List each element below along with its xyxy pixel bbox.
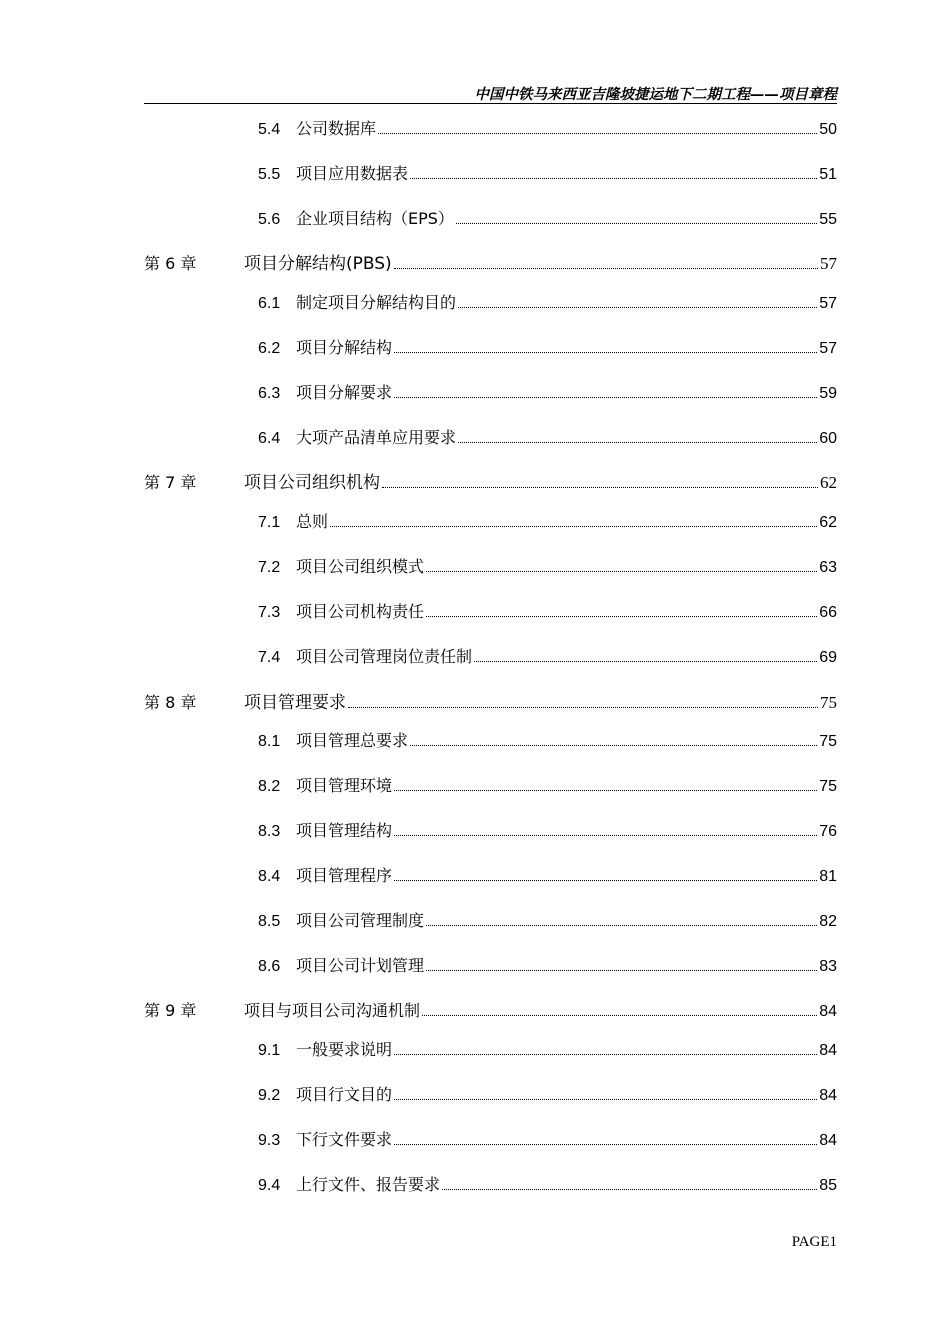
section-title: 项目公司管理制度 bbox=[296, 911, 425, 930]
dot-leader bbox=[426, 571, 817, 572]
section-title: 项目分解要求 bbox=[296, 383, 393, 402]
section-title: 项目管理环境 bbox=[296, 776, 393, 795]
toc-entry-7-1[interactable] bbox=[258, 511, 837, 534]
toc-entry-5-5[interactable] bbox=[258, 163, 837, 186]
section-number: 9.2 bbox=[258, 1087, 281, 1104]
page-number: 83 bbox=[819, 958, 837, 975]
section-title: 项目应用数据表 bbox=[296, 164, 409, 183]
dot-leader bbox=[426, 616, 817, 617]
section-title: 项目公司组织模式 bbox=[296, 557, 425, 576]
page-number: 84 bbox=[819, 1087, 837, 1104]
section-title: 项目公司机构责任 bbox=[296, 602, 425, 621]
chapter-number: 第 8 章 bbox=[144, 693, 197, 712]
section-title: 上行文件、报告要求 bbox=[296, 1175, 441, 1194]
dot-leader bbox=[458, 442, 817, 443]
section-title: 项目管理结构 bbox=[296, 821, 393, 840]
dot-leader bbox=[410, 745, 817, 746]
section-number: 6.4 bbox=[258, 430, 281, 447]
toc-chapter-9[interactable] bbox=[144, 1000, 837, 1023]
dot-leader bbox=[394, 1054, 817, 1055]
section-title: 项目管理程序 bbox=[296, 866, 393, 885]
toc-entry-8-2[interactable] bbox=[258, 775, 837, 798]
page-number: 75 bbox=[820, 693, 837, 712]
chapter-number: 第 6 章 bbox=[144, 254, 197, 273]
toc-chapter-8[interactable] bbox=[144, 692, 837, 714]
section-number: 9.4 bbox=[258, 1177, 281, 1194]
toc-entry-9-1[interactable] bbox=[258, 1039, 837, 1062]
page-footer: PAGE1 bbox=[791, 1234, 837, 1250]
dot-leader bbox=[394, 352, 817, 353]
section-number: 8.5 bbox=[258, 913, 281, 930]
page-number: 60 bbox=[819, 430, 837, 447]
toc-entry-7-3[interactable] bbox=[258, 601, 837, 624]
page-number: 66 bbox=[819, 604, 837, 621]
section-title: 大项产品清单应用要求 bbox=[296, 428, 457, 447]
dot-leader bbox=[394, 268, 818, 269]
dot-leader bbox=[422, 1015, 817, 1016]
section-number: 8.3 bbox=[258, 823, 281, 840]
toc-entry-6-1[interactable] bbox=[258, 292, 837, 315]
page-number: 84 bbox=[819, 1042, 837, 1059]
chapter-title: 项目管理要求 bbox=[244, 693, 346, 713]
page-number: 63 bbox=[819, 559, 837, 576]
toc-chapter-7[interactable] bbox=[144, 472, 837, 494]
section-number: 9.3 bbox=[258, 1132, 281, 1149]
section-number: 6.3 bbox=[258, 385, 281, 402]
dot-leader bbox=[394, 397, 817, 398]
toc-entry-7-2[interactable] bbox=[258, 556, 837, 579]
section-number: 9.1 bbox=[258, 1042, 281, 1059]
section-number: 8.2 bbox=[258, 778, 281, 795]
page-number: 75 bbox=[819, 733, 837, 750]
page-number: 62 bbox=[820, 473, 837, 492]
dot-leader bbox=[394, 835, 817, 836]
section-title: 项目公司管理岗位责任制 bbox=[296, 647, 473, 666]
toc-entry-6-3[interactable] bbox=[258, 382, 837, 405]
toc-entry-8-3[interactable] bbox=[258, 820, 837, 843]
section-number: 5.6 bbox=[258, 211, 281, 228]
dot-leader bbox=[394, 1099, 817, 1100]
toc-entry-9-4[interactable] bbox=[258, 1174, 837, 1197]
page-number: 55 bbox=[819, 211, 837, 228]
toc-entry-8-6[interactable] bbox=[258, 955, 837, 978]
toc-entry-8-4[interactable] bbox=[258, 865, 837, 888]
section-title: 下行文件要求 bbox=[296, 1130, 393, 1149]
chapter-number: 第 9 章 bbox=[144, 1001, 197, 1020]
page-number: 81 bbox=[819, 868, 837, 885]
dot-leader bbox=[426, 925, 817, 926]
dot-leader bbox=[394, 790, 817, 791]
section-title: 项目公司计划管理 bbox=[296, 956, 425, 975]
section-number: 7.2 bbox=[258, 559, 281, 576]
dot-leader bbox=[474, 661, 817, 662]
page-number: 51 bbox=[819, 166, 837, 183]
running-header: 中国中铁马来西亚吉隆坡捷运地下二期工程——项目章程 bbox=[474, 87, 837, 103]
dot-leader bbox=[426, 970, 817, 971]
toc-entry-6-4[interactable] bbox=[258, 427, 837, 450]
page-number: 84 bbox=[819, 1003, 837, 1020]
dot-leader bbox=[458, 307, 817, 308]
chapter-title: 项目公司组织机构 bbox=[244, 473, 380, 493]
page-number: 84 bbox=[819, 1132, 837, 1149]
toc-entry-9-3[interactable] bbox=[258, 1129, 837, 1152]
toc-entry-5-6[interactable] bbox=[258, 208, 837, 231]
section-title: 项目分解结构 bbox=[296, 338, 393, 357]
chapter-number: 第 7 章 bbox=[144, 473, 197, 492]
section-number: 7.4 bbox=[258, 649, 281, 666]
section-title: 项目行文目的 bbox=[296, 1085, 393, 1104]
section-number: 8.4 bbox=[258, 868, 281, 885]
toc-entry-5-4[interactable] bbox=[258, 118, 837, 141]
page-number: 57 bbox=[819, 340, 837, 357]
toc-entry-7-4[interactable] bbox=[258, 646, 837, 669]
chapter-title: 项目与项目公司沟通机制 bbox=[244, 1001, 421, 1020]
dot-leader bbox=[330, 526, 817, 527]
section-number: 6.2 bbox=[258, 340, 281, 357]
dot-leader bbox=[456, 223, 817, 224]
section-number: 7.1 bbox=[258, 514, 281, 531]
dot-leader bbox=[394, 1144, 817, 1145]
section-number: 8.6 bbox=[258, 958, 281, 975]
dot-leader bbox=[410, 178, 817, 179]
section-title: 一般要求说明 bbox=[296, 1040, 393, 1059]
dot-leader bbox=[394, 880, 817, 881]
toc-entry-6-2[interactable] bbox=[258, 337, 837, 360]
page-number: 57 bbox=[819, 295, 837, 312]
section-number: 6.1 bbox=[258, 295, 281, 312]
page-number: 62 bbox=[819, 514, 837, 531]
page-number: 76 bbox=[819, 823, 837, 840]
toc-entry-9-2[interactable] bbox=[258, 1084, 837, 1107]
section-title: 项目管理总要求 bbox=[296, 731, 409, 750]
page-number: 85 bbox=[819, 1177, 837, 1194]
section-number: 7.3 bbox=[258, 604, 281, 621]
dot-leader bbox=[442, 1189, 817, 1190]
toc-chapter-6[interactable] bbox=[144, 253, 837, 275]
dot-leader bbox=[378, 133, 817, 134]
toc-entry-8-5[interactable] bbox=[258, 910, 837, 933]
section-number: 8.1 bbox=[258, 733, 281, 750]
page-number: 69 bbox=[819, 649, 837, 666]
dot-leader bbox=[348, 707, 818, 708]
section-number: 5.4 bbox=[258, 121, 281, 138]
page-number: 50 bbox=[819, 121, 837, 138]
page-number: 75 bbox=[819, 778, 837, 795]
section-number: 5.5 bbox=[258, 166, 281, 183]
page-number: 82 bbox=[819, 913, 837, 930]
page-number: 59 bbox=[819, 385, 837, 402]
section-title: 公司数据库 bbox=[296, 119, 377, 138]
toc-entry-8-1[interactable] bbox=[258, 730, 837, 753]
section-title: 总则 bbox=[296, 512, 329, 531]
section-title: 制定项目分解结构目的 bbox=[296, 293, 457, 312]
chapter-title: 项目分解结构(PBS) bbox=[244, 254, 392, 274]
section-title: 企业项目结构（EPS） bbox=[296, 209, 454, 228]
page-number: 57 bbox=[820, 254, 837, 273]
dot-leader bbox=[382, 487, 818, 488]
